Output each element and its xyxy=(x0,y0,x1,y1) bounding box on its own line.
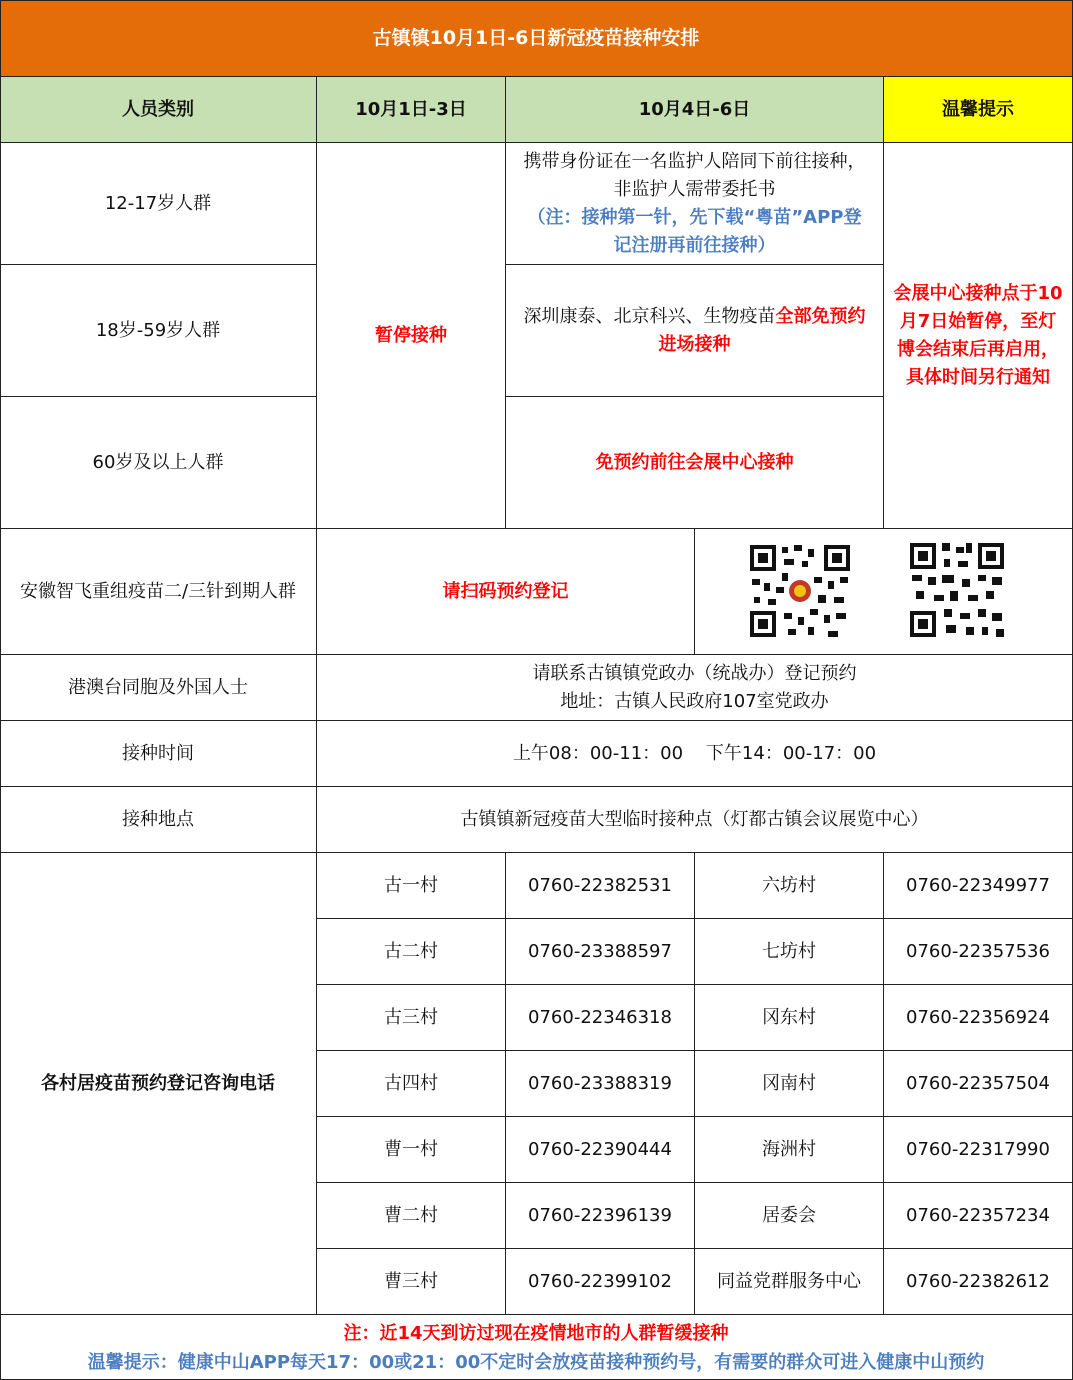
instruction-note-2: 记注册再前往接种） xyxy=(613,234,776,256)
warm-tip-notice xyxy=(884,143,1073,529)
label-village-phones: 各村居疫苗预约登记咨询电话 xyxy=(0,853,317,1315)
tip-line-2: 月7日始暂停，至灯 xyxy=(899,310,1057,332)
qr-code-icon[interactable] xyxy=(908,541,1006,639)
instruction-line-2: 非监护人需带委托书 xyxy=(613,178,776,200)
village-name: 曹二村 xyxy=(317,1183,506,1249)
village-phone[interactable]: 0760-22317990 xyxy=(884,1117,1073,1183)
village-name: 冈南村 xyxy=(695,1051,884,1117)
village-name: 居委会 xyxy=(695,1183,884,1249)
instruction-line-1: 携带身份证在一名监护人陪同下前往接种， xyxy=(523,150,866,172)
label-vaccination-time: 接种时间 xyxy=(0,721,317,787)
village-name: 曹三村 xyxy=(317,1249,506,1315)
paused-vaccination: 暂停接种 xyxy=(317,143,506,529)
village-phone[interactable]: 0760-22349977 xyxy=(884,853,1073,919)
village-phone[interactable]: 0760-22399102 xyxy=(506,1249,695,1315)
village-name: 七坊村 xyxy=(695,919,884,985)
walk-in-text: 进场接种 xyxy=(658,333,731,355)
village-phone[interactable]: 0760-22390444 xyxy=(506,1117,695,1183)
village-name: 六坊村 xyxy=(695,853,884,919)
village-phone[interactable]: 0760-22396139 xyxy=(506,1183,695,1249)
village-name: 曹一村 xyxy=(317,1117,506,1183)
village-phone[interactable]: 0760-23388597 xyxy=(506,919,695,985)
village-phone[interactable]: 0760-22346318 xyxy=(506,985,695,1051)
category-anhui-zhifei: 安徽智飞重组疫苗二/三针到期人群 xyxy=(0,529,317,655)
hmt-contact-line-1: 请联系古镇镇党政办（统战办）登记预约 xyxy=(532,662,857,684)
village-name: 古一村 xyxy=(317,853,506,919)
village-phone[interactable]: 0760-23388319 xyxy=(506,1051,695,1117)
tip-line-4: 具体时间另行通知 xyxy=(906,366,1050,388)
category-12-17: 12-17岁人群 xyxy=(0,143,317,265)
category-60-plus: 60岁及以上人群 xyxy=(0,397,317,529)
page-title: 古镇镇10月1日-6日新冠疫苗接种安排 xyxy=(0,0,1073,77)
footer-note: 注：近14天到访过现在疫情地市的人群暂缓接种 xyxy=(343,1322,729,1344)
village-name: 古四村 xyxy=(317,1051,506,1117)
vaccine-brands: 深圳康泰、北京科兴、生物疫苗 xyxy=(523,305,776,327)
scan-to-register: 请扫码预约登记 xyxy=(317,529,695,655)
age-60-instructions: 免预约前往会展中心接种 xyxy=(506,397,884,529)
village-name: 古三村 xyxy=(317,985,506,1051)
tip-line-3: 博会结束后再启用， xyxy=(897,338,1059,360)
village-phone[interactable]: 0760-22357536 xyxy=(884,919,1073,985)
village-phone[interactable]: 0760-22382612 xyxy=(884,1249,1073,1315)
no-appointment-text: 全部免预约 xyxy=(775,305,866,327)
instruction-note-1: （注：接种第一针，先下载“粤苗”APP登 xyxy=(527,206,862,228)
qr-code-icon[interactable] xyxy=(748,543,852,639)
village-phone[interactable]: 0760-22382531 xyxy=(506,853,695,919)
village-name: 海洲村 xyxy=(695,1117,884,1183)
category-hmt-foreign: 港澳台同胞及外国人士 xyxy=(0,655,317,721)
category-18-59: 18岁-59岁人群 xyxy=(0,265,317,397)
footer xyxy=(0,1315,1073,1380)
vaccination-time: 上午08：00-11：00 下午14：00-17：00 xyxy=(317,721,1073,787)
header-oct-4-6: 10月4日-6日 xyxy=(506,77,884,143)
header-warm-tip: 温馨提示 xyxy=(884,77,1073,143)
vaccination-place: 古镇镇新冠疫苗大型临时接种点（灯都古镇会议展览中心） xyxy=(317,787,1073,853)
header-oct-1-3: 10月1日-3日 xyxy=(317,77,506,143)
label-vaccination-place: 接种地点 xyxy=(0,787,317,853)
tip-line-1: 会展中心接种点于10 xyxy=(893,282,1063,304)
village-name: 冈东村 xyxy=(695,985,884,1051)
age-18-59-instructions xyxy=(506,265,884,397)
village-phone[interactable]: 0760-22356924 xyxy=(884,985,1073,1051)
hmt-contact xyxy=(317,655,1073,721)
footer-tip: 温馨提示：健康中山APP每天17：00或21：00不定时会放疫苗接种预约号，有需要的群众可进入健康中山预约 xyxy=(87,1351,985,1373)
age-12-17-instructions xyxy=(506,143,884,265)
village-phone[interactable]: 0760-22357234 xyxy=(884,1183,1073,1249)
village-phone[interactable]: 0760-22357504 xyxy=(884,1051,1073,1117)
village-name: 同益党群服务中心 xyxy=(695,1249,884,1315)
hmt-address: 地址：古镇人民政府107室党政办 xyxy=(560,690,829,712)
village-name: 古二村 xyxy=(317,919,506,985)
header-category: 人员类别 xyxy=(0,77,317,143)
